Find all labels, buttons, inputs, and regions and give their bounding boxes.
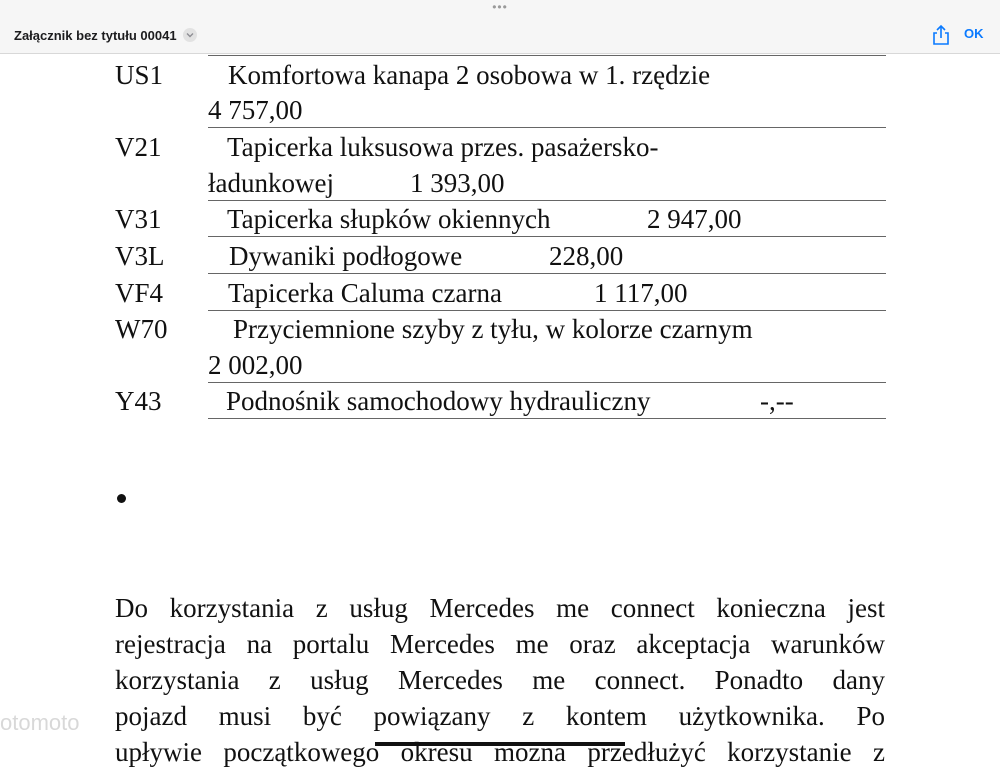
option-code: US1 — [115, 60, 164, 90]
table-rule — [208, 382, 886, 383]
option-price: 4 757,00 — [208, 95, 303, 125]
option-code: V21 — [115, 132, 162, 162]
table-rule — [208, 127, 886, 128]
watermark-logo: otomoto — [0, 710, 80, 735]
option-description: Tapicerka Caluma czarna — [228, 278, 502, 308]
table-rule — [208, 273, 886, 274]
window-grabber[interactable]: ••• — [492, 0, 508, 14]
paragraph-line: rejestracja na portalu Mercedes me oraz akceptacja warunków — [115, 629, 885, 659]
option-description: Dywaniki podłogowe — [229, 241, 463, 271]
option-code: W70 — [115, 314, 168, 344]
top-bar — [0, 0, 1000, 54]
option-price: 1 393,00 — [410, 168, 505, 198]
option-description: Przyciemnione szyby z tyłu, w kolorze czarnym — [233, 314, 753, 344]
option-price: 2 947,00 — [647, 204, 742, 234]
option-code: VF4 — [115, 278, 164, 308]
option-price: 1 117,00 — [594, 278, 688, 308]
option-description: Tapicerka słupków okiennych — [227, 204, 551, 234]
option-code: V3L — [115, 241, 165, 271]
option-description: Komfortowa kanapa 2 osobowa w 1. rzędzie — [228, 60, 711, 90]
table-rule — [208, 418, 886, 419]
document-view[interactable] — [0, 55, 1000, 767]
chevron-down-icon — [183, 28, 197, 42]
paragraph-line: pojazd musi być powiązany z kontem użytkownika. Po — [115, 701, 885, 731]
share-icon[interactable] — [930, 24, 952, 46]
option-price: 228,00 — [549, 241, 624, 271]
table-rule — [208, 55, 886, 56]
paragraph-line: upływie początkowego okresu można przedłużyć korzystanie z — [115, 737, 885, 767]
option-description: Podnośnik samochodowy hydrauliczny — [226, 386, 651, 416]
option-price: 2 002,00 — [208, 350, 303, 380]
paragraph-line: Do korzystania z usług Mercedes me connect konieczna jest — [115, 593, 885, 623]
document-title: Załącznik bez tytułu 00041 — [14, 27, 177, 43]
table-rule — [208, 200, 886, 201]
option-description-cont: ładunkowej — [208, 168, 334, 198]
table-rule — [208, 236, 886, 237]
ok-button[interactable]: OK — [964, 26, 984, 41]
option-description: Tapicerka luksusowa przes. pasażersko- — [227, 132, 659, 162]
option-code: Y43 — [115, 386, 162, 416]
option-price: -,-- — [760, 386, 794, 416]
option-code: V31 — [115, 204, 162, 234]
bullet-point — [117, 494, 126, 503]
ink-underline — [375, 742, 625, 746]
table-rule — [208, 310, 886, 311]
paragraph-line: korzystania z usług Mercedes me connect. Ponadto dany — [115, 665, 885, 695]
document-title-menu[interactable] — [14, 24, 197, 46]
